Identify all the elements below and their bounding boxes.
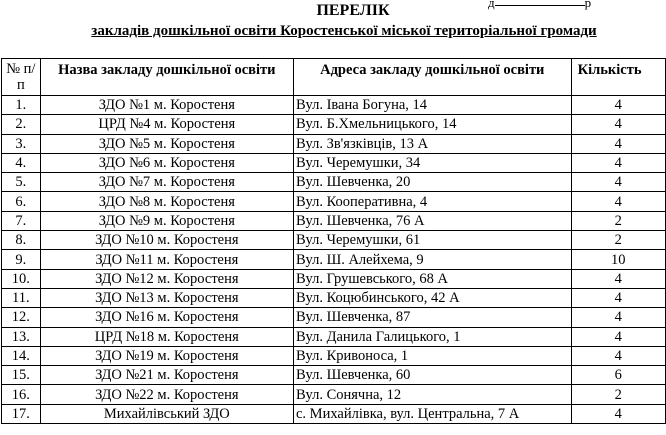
institution-address: Вул. Сонячна, 12 [293,385,571,404]
table-row [2,327,666,346]
institution-quantity: 4 [571,115,665,134]
row-number: 13. [2,327,41,346]
row-number: 2. [2,115,41,134]
institution-name: ЗДО №7 м. Коростеня [40,173,293,192]
institution-name: ЦРД №18 м. Коростеня [40,327,293,346]
institution-quantity: 2 [571,211,665,230]
institution-address: Вул. Кривоноса, 1 [293,346,571,365]
table-row [2,269,666,288]
table-row [2,192,666,211]
table-body [2,96,666,424]
institution-address: Вул. Кооперативна, 4 [293,192,571,211]
institution-address: Вул. Черемушки, 61 [293,231,571,250]
row-number: 17. [2,404,41,423]
institution-address: Вул. Івана Богуна, 14 [293,96,571,115]
row-number: 4. [2,153,41,172]
institution-address: Вул. Коцюбинського, 42 А [293,288,571,307]
column-header-number: № п/п [2,59,41,96]
table-row [2,385,666,404]
top-fragment-left: д [488,0,495,10]
row-number: 7. [2,211,41,230]
institution-name: ЗДО №19 м. Коростеня [40,346,293,365]
institution-address: Вул. Грушевського, 68 А [293,269,571,288]
institution-quantity: 4 [571,173,665,192]
table-row [2,346,666,365]
table-row [2,404,666,423]
institution-name: ЗДО №8 м. Коростеня [40,192,293,211]
institution-name: ЗДО №9 м. Коростеня [40,211,293,230]
institution-quantity: 4 [571,134,665,153]
table-row [2,173,666,192]
institution-quantity: 6 [571,366,665,385]
institution-quantity: 4 [571,269,665,288]
institution-address: Вул. Шевченка, 20 [293,173,571,192]
row-number: 8. [2,231,41,250]
institution-address: Вул. Данила Галицького, 1 [293,327,571,346]
row-number: 10. [2,269,41,288]
top-fragment-right: р [584,0,592,10]
table-row [2,211,666,230]
row-number: 15. [2,366,41,385]
institution-address: Вул. Шевченка, 76 А [293,211,571,230]
institution-name: ЗДО №21 м. Коростеня [40,366,293,385]
table-header-row [2,59,666,96]
table-row [2,153,666,172]
institution-quantity: 2 [571,231,665,250]
row-number: 12. [2,308,41,327]
institution-address: Вул. Б.Хмельницького, 14 [293,115,571,134]
row-number: 9. [2,250,41,269]
document-header [0,0,666,50]
institution-name: ЗДО №16 м. Коростеня [40,308,293,327]
table-row [2,115,666,134]
row-number: 5. [2,173,41,192]
institution-name: ЗДО №22 м. Коростеня [40,385,293,404]
institution-address: Вул. Шевченка, 60 [293,366,571,385]
institution-address: Вул. Зв'язківців, 13 А [293,134,571,153]
institutions-table [1,58,666,424]
row-number: 11. [2,288,41,307]
institution-quantity: 4 [571,346,665,365]
institution-name: ЗДО №5 м. Коростеня [40,134,293,153]
institution-quantity: 4 [571,288,665,307]
institution-address: с. Михайлівка, вул. Центральна, 7 А [293,404,571,423]
institution-address: Вул. Черемушки, 34 [293,153,571,172]
row-number: 3. [2,134,41,153]
institution-name: ЗДО №10 м. Коростеня [40,231,293,250]
row-number: 14. [2,346,41,365]
institution-quantity: 10 [571,250,665,269]
institution-quantity: 4 [571,153,665,172]
institution-quantity: 2 [571,385,665,404]
table-row [2,366,666,385]
table-row [2,134,666,153]
institution-name: ЗДО №11 м. Коростеня [40,250,293,269]
institution-name: Михайлівський ЗДО [40,404,293,423]
institution-quantity: 4 [571,192,665,211]
column-header-address: Адреса закладу дошкільної освіти [293,59,571,96]
institution-address: Вул. Шевченка, 87 [293,308,571,327]
table-row [2,288,666,307]
column-header-name: Назва закладу дошкільної освіти [40,59,293,96]
institution-quantity: 4 [571,404,665,423]
column-header-quantity: Кількість [571,59,665,96]
row-number: 6. [2,192,41,211]
document-title: ПЕРЕЛІК [316,2,390,19]
document-subtitle: закладів дошкільної освіти Коростенської міської територіальної громади [91,23,597,39]
institution-name: ЗДО №6 м. Коростеня [40,153,293,172]
institution-quantity: 4 [571,96,665,115]
table-row [2,308,666,327]
institution-address: Вул. Ш. Алейхема, 9 [293,250,571,269]
table-row [2,250,666,269]
institution-name: ЗДО №12 м. Коростеня [40,269,293,288]
table-row [2,96,666,115]
row-number: 1. [2,96,41,115]
row-number: 16. [2,385,41,404]
institution-name: ЦРД №4 м. Коростеня [40,115,293,134]
institution-quantity: 4 [571,327,665,346]
institution-name: ЗДО №1 м. Коростеня [40,96,293,115]
table-row [2,231,666,250]
institution-name: ЗДО №13 м. Коростеня [40,288,293,307]
institution-quantity: 4 [571,308,665,327]
